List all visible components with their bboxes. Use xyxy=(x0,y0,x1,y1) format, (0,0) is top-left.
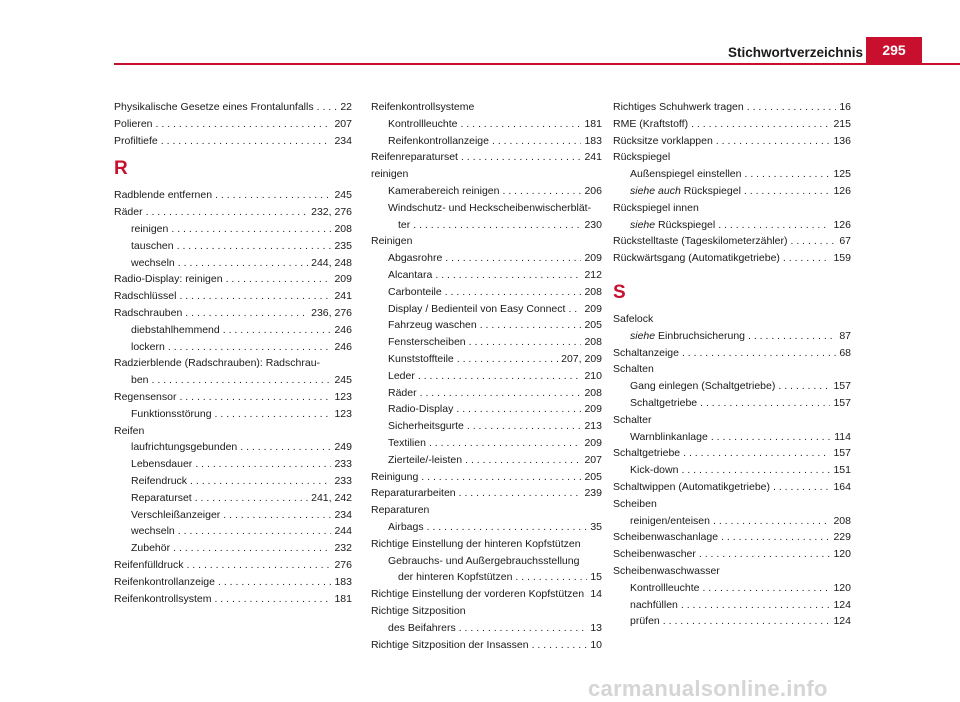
index-entry: Rückstelltaste (Tageskilometerzähler) . . . 67 xyxy=(613,233,851,250)
index-subentry: Sicherheitsgurte . . . 213 xyxy=(371,418,602,435)
index-entry: Reparaturarbeiten . . . 239 xyxy=(371,485,602,502)
section-letter: S xyxy=(613,281,626,303)
index-subentry-continued: ter . . . 230 xyxy=(371,217,602,234)
index-subentry: Warnblinkanlage . . . 114 xyxy=(613,429,851,446)
index-entry: RME (Kraftstoff) . . . 215 xyxy=(613,116,851,133)
index-subentry: Außenspiegel einstellen . . . 125 xyxy=(613,166,851,183)
index-entry: Rücksitze vorklappen . . . 136 xyxy=(613,133,851,150)
index-subentry: lockern . . . 246 xyxy=(114,339,352,356)
index-subentry: Kontrollleuchte . . . 181 xyxy=(371,116,602,133)
index-entry: Radio-Display: reinigen . . . 209 xyxy=(114,271,352,288)
index-entry: Polieren . . . 207 xyxy=(114,116,352,133)
index-column-1 xyxy=(114,99,352,607)
index-entry: Physikalische Gesetze eines Frontalunfalls . . . 22 xyxy=(114,99,352,116)
index-subentry: Verschleißanzeiger . . . 234 xyxy=(114,507,352,524)
index-subentry: reinigen/enteisen . . . 208 xyxy=(613,513,851,530)
index-subentry: Lebensdauer . . . 233 xyxy=(114,456,352,473)
index-heading: Reifen xyxy=(114,424,145,437)
index-heading: Rückspiegel innen xyxy=(613,201,699,214)
index-heading: Schalter xyxy=(613,413,652,426)
index-entry: Reifenkontrollsystem . . . 181 xyxy=(114,591,352,608)
index-entry: Profiltiefe . . . 234 xyxy=(114,133,352,150)
index-entry: Reifenkontrollanzeige . . . 183 xyxy=(114,574,352,591)
index-subentry: reinigen . . . 208 xyxy=(114,221,352,238)
index-subentry: Kamerabereich reinigen . . . 206 xyxy=(371,183,602,200)
index-entry: Radblende entfernen . . . 245 xyxy=(114,187,352,204)
index-subentry: tauschen . . . 235 xyxy=(114,238,352,255)
index-subentry: Fensterscheiben . . . 208 xyxy=(371,334,602,351)
index-subentry: siehe Rückspiegel . . . 126 xyxy=(613,217,851,234)
index-subentry: siehe auch Rückspiegel . . . 126 xyxy=(613,183,851,200)
index-subentry: laufrichtungsgebunden . . . 249 xyxy=(114,439,352,456)
index-heading: Radzierblende (Radschrauben): Radschrau- xyxy=(114,357,321,370)
index-subentry: wechseln . . . 244 xyxy=(114,523,352,540)
index-entry: Schaltanzeige . . . 68 xyxy=(613,345,851,362)
index-entry: Richtige Einstellung der vorderen Kopfstützen . . . 14 xyxy=(371,586,602,603)
index-subentry-continued: der hinteren Kopfstützen . . . 15 xyxy=(371,569,602,586)
index-subentry: Zierteile/-leisten . . . 207 xyxy=(371,452,602,469)
index-heading: Reparaturen xyxy=(371,504,430,517)
index-subheading: Windschutz- und Heckscheibenwischerblät- xyxy=(388,201,592,214)
section-letter: R xyxy=(114,158,128,180)
page-number-badge: 295 xyxy=(866,37,922,63)
header-rule xyxy=(114,63,960,65)
index-subentry: Abgasrohre . . . 209 xyxy=(371,250,602,267)
index-heading: Rückspiegel xyxy=(613,151,671,164)
index-subentry: diebstahlhemmend . . . 246 xyxy=(114,322,352,339)
index-entry: Reifenreparaturset . . . 241 xyxy=(371,149,602,166)
index-entry: Schaltwippen (Automatikgetriebe) . . . 164 xyxy=(613,479,851,496)
index-subentry: des Beifahrers . . . 13 xyxy=(371,620,602,637)
index-subentry: Carbonteile . . . 208 xyxy=(371,284,602,301)
index-heading: Scheiben xyxy=(613,497,657,510)
watermark: carmanualsonline.info xyxy=(588,676,828,701)
index-subentry: Fahrzeug waschen . . . 205 xyxy=(371,317,602,334)
index-entry: Scheibenwaschanlage . . . 229 xyxy=(613,529,851,546)
index-heading: Reifenkontrollsysteme xyxy=(371,101,475,113)
index-heading: Richtige Einstellung der hinteren Kopfstützen xyxy=(371,537,581,550)
index-subentry: Airbags . . . 35 xyxy=(371,519,602,536)
index-subentry: siehe Einbruchsicherung . . . 87 xyxy=(613,328,851,345)
index-entry: Rückwärtsgang (Automatikgetriebe) . . . 159 xyxy=(613,250,851,267)
index-entry-continued: ben . . . 245 xyxy=(114,372,352,389)
index-column-3 xyxy=(613,99,851,630)
index-subentry: Leder . . . 210 xyxy=(371,368,602,385)
index-subentry: Radio-Display . . . 209 xyxy=(371,401,602,418)
index-subentry: Textilien . . . 209 xyxy=(371,435,602,452)
index-entry: Reifenfülldruck . . . 276 xyxy=(114,557,352,574)
index-entry: Scheibenwascher . . . 120 xyxy=(613,546,851,563)
index-heading: Reinigen xyxy=(371,235,413,248)
index-subentry: wechseln . . . 244, 248 xyxy=(114,255,352,272)
index-subheading: Gebrauchs- und Außergebrauchsstellung xyxy=(388,554,580,567)
index-subentry: Funktionsstörung . . . 123 xyxy=(114,406,352,423)
index-subentry: Zubehör . . . 232 xyxy=(114,540,352,557)
index-subentry: Reifendruck . . . 233 xyxy=(114,473,352,490)
index-entry: Richtige Sitzposition der Insassen . . . 10 xyxy=(371,637,602,654)
index-subentry: Reifenkontrollanzeige . . . 183 xyxy=(371,133,602,150)
index-heading: Scheibenwaschwasser xyxy=(613,564,720,577)
index-entry: Radschlüssel . . . 241 xyxy=(114,288,352,305)
index-subentry: nachfüllen . . . 124 xyxy=(613,597,851,614)
index-entry: Richtiges Schuhwerk tragen . . . 16 xyxy=(613,99,851,116)
page-title: Stichwortverzeichnis xyxy=(727,45,863,60)
index-heading: Schalten xyxy=(613,363,654,376)
index-subentry: Alcantara . . . 212 xyxy=(371,267,602,284)
index-entry: Räder . . . 232, 276 xyxy=(114,204,352,221)
index-subentry: Schaltgetriebe . . . 157 xyxy=(613,395,851,412)
index-column-2 xyxy=(371,99,602,653)
index-subentry: prüfen . . . 124 xyxy=(613,613,851,630)
index-entry: Schaltgetriebe . . . 157 xyxy=(613,445,851,462)
index-subentry: Kick-down . . . 151 xyxy=(613,462,851,479)
index-subentry: Gang einlegen (Schaltgetriebe) . . . 157 xyxy=(613,378,851,395)
index-entry: Reinigung . . . 205 xyxy=(371,469,602,486)
index-subentry: Räder . . . 208 xyxy=(371,385,602,402)
index-heading: reinigen xyxy=(371,168,409,181)
index-heading: Safelock xyxy=(613,312,654,325)
index-heading: Richtige Sitzposition xyxy=(371,604,466,617)
index-subentry: Kunststoffteile . . . 207, 209 xyxy=(371,351,602,368)
index-subentry: Reparaturset . . . 241, 242 xyxy=(114,490,352,507)
index-entry: Radschrauben . . . 236, 276 xyxy=(114,305,352,322)
index-subentry: Display / Bedienteil von Easy Connect . . . 209 xyxy=(371,301,602,318)
index-subentry: Kontrollleuchte . . . 120 xyxy=(613,580,851,597)
index-entry: Regensensor . . . 123 xyxy=(114,389,352,406)
